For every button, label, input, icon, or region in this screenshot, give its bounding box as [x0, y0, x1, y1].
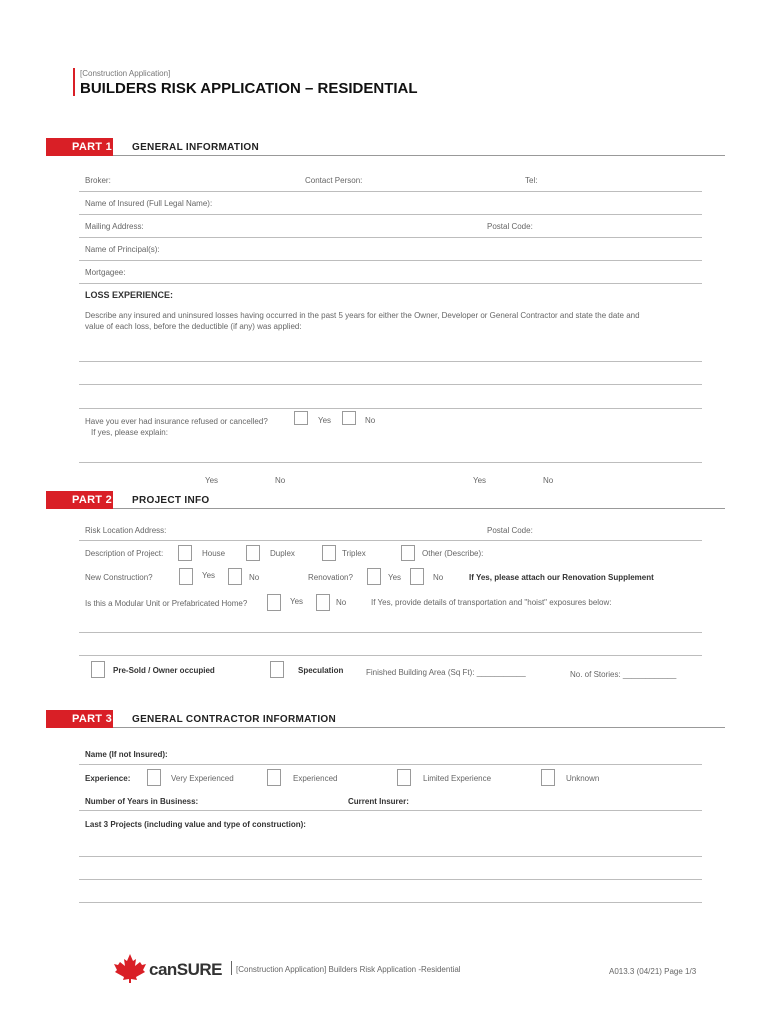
part3-tab: PART 3	[46, 710, 113, 728]
risk-location-line[interactable]	[79, 540, 702, 541]
projects-line-1[interactable]	[79, 856, 702, 857]
broker-line[interactable]	[79, 191, 702, 192]
logo-text: canSURE	[149, 960, 223, 979]
loss-line-1[interactable]	[79, 361, 702, 362]
supertitle: [Construction Application]	[80, 69, 171, 78]
page-title: BUILDERS RISK APPLICATION – RESIDENTIAL	[80, 80, 418, 97]
loss-description-2: value of each loss, before the deductible (if any) was applied:	[85, 322, 302, 331]
footer-doc-name: [Construction Application] Builders Risk Application -Residential	[236, 965, 461, 974]
modular-note: If Yes, provide details of transportation and "hoist" exposures below:	[371, 598, 612, 607]
house-checkbox[interactable]	[178, 545, 192, 561]
experience-label: Experience:	[85, 774, 131, 783]
mortgagee-label: Mortgagee:	[85, 268, 126, 277]
risk-location-label: Risk Location Address:	[85, 526, 167, 535]
modular-line-2[interactable]	[79, 655, 702, 656]
footer-form-code: A013.3 (04/21) Page 1/3	[609, 967, 697, 976]
renovation-yes-checkbox[interactable]	[367, 568, 381, 585]
principals-line[interactable]	[79, 260, 702, 261]
presold-label: Pre-Sold / Owner occupied	[113, 666, 215, 675]
stray-no-1: No	[275, 476, 286, 485]
part3-title: GENERAL CONTRACTOR INFORMATION	[132, 714, 336, 725]
cansure-logo	[112, 953, 224, 985]
divider	[113, 727, 725, 728]
renovation-yes-label: Yes	[388, 573, 402, 582]
principals-label: Name of Principal(s):	[85, 245, 160, 254]
gc-name-label: Name (If not Insured):	[85, 750, 168, 759]
risk-postal-code-label: Postal Code:	[487, 526, 533, 535]
experienced-checkbox[interactable]	[267, 769, 281, 786]
new-construction-yes-label: Yes	[202, 571, 216, 580]
mailing-address-label: Mailing Address:	[85, 222, 144, 231]
projects-line-2[interactable]	[79, 879, 702, 880]
renovation-no-label: No	[433, 573, 444, 582]
modular-no-checkbox[interactable]	[316, 594, 330, 611]
divider	[113, 508, 725, 509]
duplex-checkbox[interactable]	[246, 545, 260, 561]
description-label: Description of Project:	[85, 549, 164, 558]
explain-line[interactable]	[79, 462, 702, 463]
mailing-line[interactable]	[79, 237, 702, 238]
stories-label: No. of Stories: ____________	[570, 670, 677, 679]
renovation-note: If Yes, please attach our Renovation Supplement	[469, 573, 654, 582]
part2-title: PROJECT INFO	[132, 495, 210, 506]
gc-name-line[interactable]	[79, 764, 702, 765]
current-insurer-label: Current Insurer:	[348, 797, 409, 806]
part1-tab: PART 1	[46, 138, 113, 156]
footer-divider	[231, 961, 232, 975]
loss-experience-title: LOSS EXPERIENCE:	[85, 290, 174, 300]
experienced-label: Experienced	[293, 774, 338, 783]
modular-question: Is this a Modular Unit or Prefabricated Home?	[85, 599, 248, 608]
refused-question: Have you ever had insurance refused or cancelled?	[85, 417, 268, 426]
maple-leaf-icon	[112, 953, 148, 983]
refused-yes-checkbox[interactable]	[294, 411, 308, 425]
broker-label: Broker:	[85, 176, 111, 185]
limited-experience-checkbox[interactable]	[397, 769, 411, 786]
presold-checkbox[interactable]	[91, 661, 105, 678]
refused-explain-label: If yes, please explain:	[91, 428, 168, 437]
new-construction-yes-checkbox[interactable]	[179, 568, 193, 585]
projects-line-3[interactable]	[79, 902, 702, 903]
years-in-business-label: Number of Years in Business:	[85, 797, 199, 806]
insured-name-line[interactable]	[79, 214, 702, 215]
triplex-checkbox[interactable]	[322, 545, 336, 561]
house-label: House	[202, 549, 226, 558]
modular-no-label: No	[336, 598, 347, 607]
unknown-checkbox[interactable]	[541, 769, 555, 786]
speculation-label: Speculation	[298, 666, 344, 675]
stray-yes-2: Yes	[473, 476, 487, 485]
contact-person-label: Contact Person:	[305, 176, 363, 185]
part1-title: GENERAL INFORMATION	[132, 142, 259, 153]
part2-tab: PART 2	[46, 491, 113, 509]
other-checkbox[interactable]	[401, 545, 415, 561]
triplex-label: Triplex	[342, 549, 366, 558]
mortgagee-line[interactable]	[79, 283, 702, 284]
duplex-label: Duplex	[270, 549, 295, 558]
divider	[113, 155, 725, 156]
new-construction-no-checkbox[interactable]	[228, 568, 242, 585]
years-line[interactable]	[79, 810, 702, 811]
very-experienced-label: Very Experienced	[171, 774, 234, 783]
new-construction-label: New Construction?	[85, 573, 153, 582]
refused-yes-label: Yes	[318, 416, 332, 425]
modular-yes-label: Yes	[290, 597, 304, 606]
loss-description-1: Describe any insured and uninsured losses having occurred in the past 5 years for either the Owner, Developer or General Contractor and state the date and	[85, 311, 640, 320]
speculation-checkbox[interactable]	[270, 661, 284, 678]
loss-line-3[interactable]	[79, 408, 702, 409]
stray-no-2: No	[543, 476, 554, 485]
limited-experience-label: Limited Experience	[423, 774, 492, 783]
renovation-label: Renovation?	[308, 573, 353, 582]
tel-label: Tel:	[525, 176, 538, 185]
renovation-no-checkbox[interactable]	[410, 568, 424, 585]
insured-name-label: Name of Insured (Full Legal Name):	[85, 199, 213, 208]
last-projects-label: Last 3 Projects (including value and type of construction):	[85, 820, 306, 829]
refused-no-checkbox[interactable]	[342, 411, 356, 425]
postal-code-label: Postal Code:	[487, 222, 533, 231]
new-construction-no-label: No	[249, 573, 260, 582]
stray-yes-1: Yes	[205, 476, 219, 485]
other-label: Other (Describe):	[422, 549, 484, 558]
modular-yes-checkbox[interactable]	[267, 594, 281, 611]
header-bar	[73, 68, 75, 96]
finished-area-label: Finished Building Area (Sq Ft): ___________	[366, 668, 526, 677]
loss-line-2[interactable]	[79, 384, 702, 385]
modular-line-1[interactable]	[79, 632, 702, 633]
unknown-label: Unknown	[566, 774, 600, 783]
very-experienced-checkbox[interactable]	[147, 769, 161, 786]
refused-no-label: No	[365, 416, 376, 425]
